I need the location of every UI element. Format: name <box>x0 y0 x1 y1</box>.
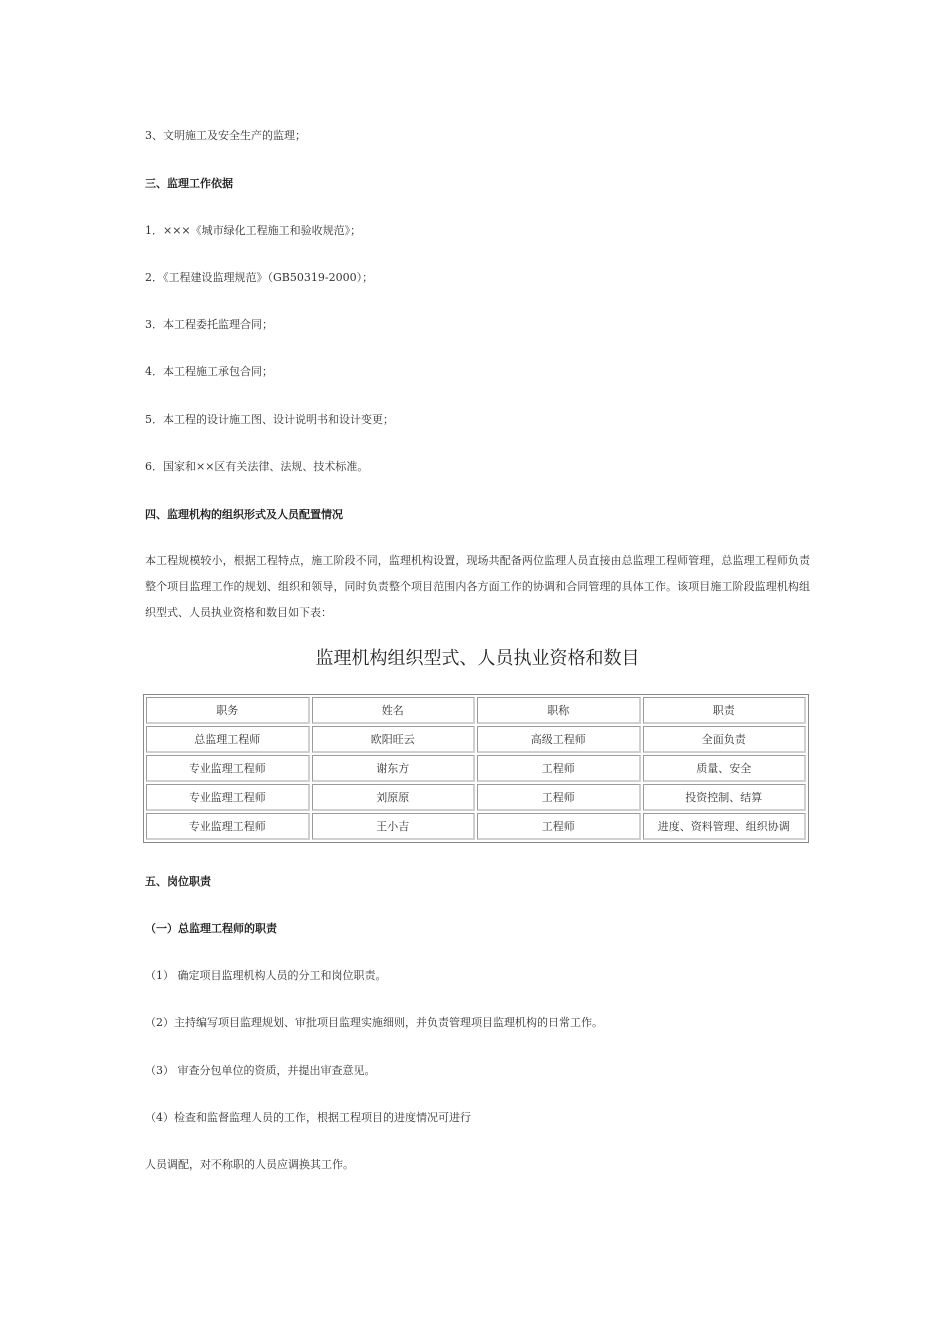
staffing-table <box>143 694 809 843</box>
table-cell: 王小吉 <box>312 813 476 840</box>
table-cell: 进度、资料管理、组织协调 <box>643 813 807 840</box>
table-cell: 专业监理工程师 <box>146 813 310 840</box>
table-cell: 工程师 <box>477 784 641 811</box>
table-row <box>146 784 806 811</box>
basis-item: 3．本工程委托监理合同； <box>145 318 273 331</box>
duty-item: （4）检查和监督监理人员的工作，根据工程项目的进度情况可进行 <box>145 1111 471 1124</box>
table-cell: 质量、安全 <box>643 755 807 782</box>
basis-item: 4．本工程施工承包合同； <box>145 365 273 378</box>
basis-item: 2．《工程建设监理规范》（GB50319-2000）； <box>145 271 374 284</box>
table-cell: 投资控制、结算 <box>643 784 807 811</box>
text-line: 3、文明施工及安全生产的监理； <box>145 129 306 142</box>
table-cell: 总监理工程师 <box>146 726 310 753</box>
table-header-cell: 职责 <box>643 697 807 724</box>
section-heading-duties: 五、岗位职责 <box>145 875 211 888</box>
duty-item: （3） 审查分包单位的资质，并提出审查意见。 <box>145 1064 376 1077</box>
subheading-chief-duties: （一）总监理工程师的职责 <box>145 922 277 935</box>
table-header-cell: 职务 <box>146 697 310 724</box>
table-cell: 欧阳旺云 <box>312 726 476 753</box>
table-cell: 高级工程师 <box>477 726 641 753</box>
basis-item: 6．国家和××区有关法律、法规、技术标准。 <box>145 460 369 473</box>
table-row <box>146 726 806 753</box>
basis-item: 5．本工程的设计施工图、设计说明书和设计变更； <box>145 413 394 426</box>
table-header-row <box>146 697 806 724</box>
duty-item: （1） 确定项目监理机构人员的分工和岗位职责。 <box>145 969 387 982</box>
table-cell: 谢东方 <box>312 755 476 782</box>
basis-item: 1．×××《城市绿化工程施工和验收规范》； <box>145 224 362 237</box>
table-cell: 全面负责 <box>643 726 807 753</box>
table-cell: 专业监理工程师 <box>146 755 310 782</box>
table-cell: 刘原原 <box>312 784 476 811</box>
organization-paragraph: 本工程规模较小，根据工程特点，施工阶段不同，监理机构设置，现场共配备两位监理人员直接由总监理工程师管理，总监理工程师负责整个项目监理工作的规划、组织和领导，同时负责整个项目范围内各方面工作的协调和合同管理的具体工作。该项目施工阶段监理机构组织型式、人员执业资格和数目如下表： <box>145 554 810 619</box>
table-cell: 工程师 <box>477 813 641 840</box>
table-row <box>146 813 806 840</box>
duty-item: （2）主持编写项目监理规划、审批项目监理实施细则，并负责管理项目监理机构的日常工作。 <box>145 1016 603 1029</box>
table-row <box>146 755 806 782</box>
table-title: 监理机构组织型式、人员执业资格和数目 <box>315 648 640 669</box>
section-heading-basis: 三、监理工作依据 <box>145 177 233 190</box>
table-header-cell: 职称 <box>477 697 641 724</box>
duty-item: 人员调配，对不称职的人员应调换其工作。 <box>145 1158 354 1171</box>
table-header-cell: 姓名 <box>312 697 476 724</box>
table-cell: 专业监理工程师 <box>146 784 310 811</box>
table-cell: 工程师 <box>477 755 641 782</box>
section-heading-organization: 四、监理机构的组织形式及人员配置情况 <box>145 508 343 521</box>
